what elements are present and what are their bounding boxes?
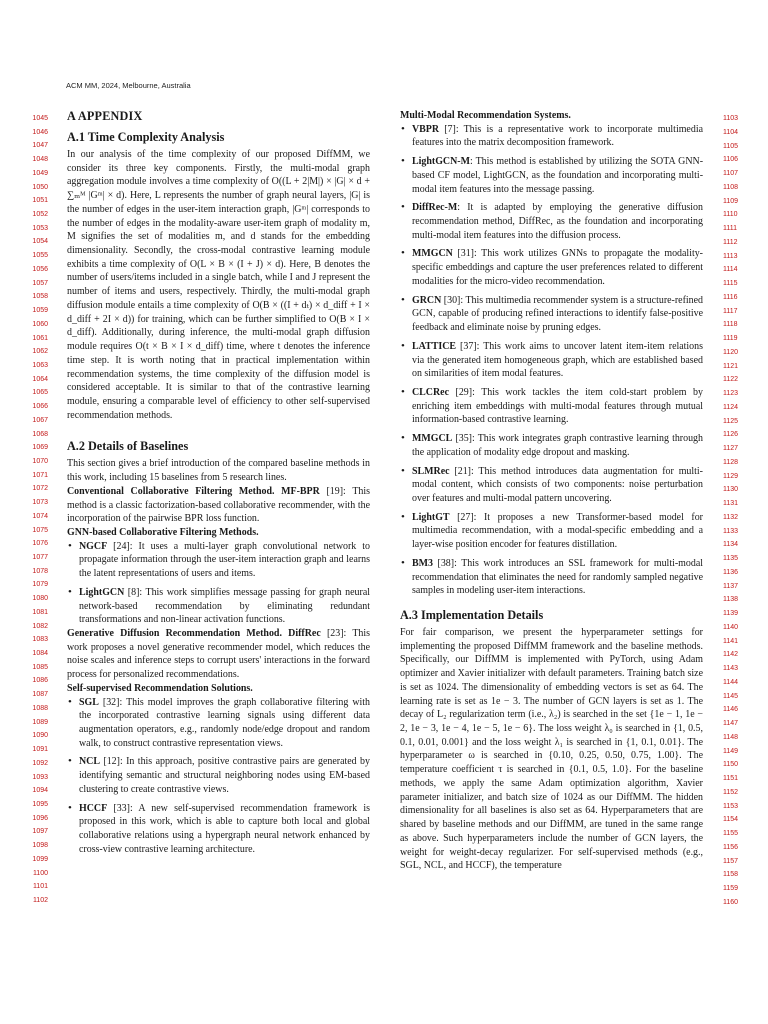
- list-item: [67, 755, 370, 796]
- line-number: 1088: [32, 704, 48, 712]
- line-number: 1072: [32, 485, 48, 493]
- running-head: ACM MM, 2024, Melbourne, Australia: [66, 81, 191, 90]
- baseline-description: [29]: This work tackles the item cold-start problem by enriching item embeddings with multi-modal features through mutual information-based contrastive learning.: [412, 386, 703, 426]
- line-number: 1110: [723, 211, 738, 219]
- baseline-description: [30]: This multimedia recommender system is a structure-refined GCN, capable of producing refined interactions to identify false-positive feedback and eliminate noise by pruning edges.: [412, 294, 703, 334]
- list-item: [67, 802, 370, 857]
- line-number: 1150: [723, 761, 739, 769]
- line-number: 1090: [32, 732, 48, 740]
- line-number: 1079: [32, 581, 48, 589]
- baseline-description: [24]: It uses a multi-layer graph convolutional network to propagate information through the user-item interaction graph and learns the latent representations of users and items.: [79, 540, 370, 580]
- section-a1-paragraph: In our analysis of the time complexity of our proposed DiffMM, we consider its three key components. Firstly, the multi-modal graph aggregation module involves a time complexity of O((L + 2|M|) × |G| × d + ∑ₘᴹ |Gᵐ| × d). Here, L represents the number of graph neural layers, |G| is the number of edges in the user-item interaction graph, |Gᵐ| corresponds to the number of edges in the modality-aware user-item graph of modality m, M signifies the set of modalities m, and d stands for the embedding dimensionality. Secondly, the cross-modal contrastive learning module exhibits a time complexity of O(L × B × (I + J) × d). Here, B denotes the number of users/items included in a single batch, while I and J represent the number of items and users, respectively. Thirdly, the multi-modal graph diffusion module entails a time complexity of O(B × ((I + dₜ) × d_diff + I × d_diff + 2I × d)) for training, which can be further simplified to O(B × I × d_diff). Additionally, during inference, the multi-modal graph diffusion module requires O(t × B × I × d_diff) time, where t denotes the inference time step. It is worth noting that in practical implementation within recommendation systems, the time complexity of the diffusion model is considered acceptable. It is similar to that of the contrastive learning module, ensuring a comparable level of efficiency to other self-supervised recommendation methods.: [67, 149, 370, 421]
- mfbpr-name: MF-BPR: [281, 485, 320, 497]
- line-number: 1056: [32, 265, 48, 273]
- list-item: [400, 155, 703, 196]
- line-number: 1103: [723, 115, 739, 122]
- list-item: [67, 540, 370, 581]
- baseline-description: [21]: This method introduces data augmentation for multi-modal content, which consists of two components: noise perturbation over features and multi-modal pattern uncovering.: [412, 465, 703, 504]
- baseline-name: HCCF: [79, 802, 108, 814]
- line-number: 1145: [723, 692, 739, 700]
- line-number: 1094: [32, 787, 48, 795]
- line-number: 1119: [723, 335, 738, 342]
- gen-heading: Generative Diffusion Recommendation Method.: [67, 628, 282, 639]
- ssl-heading: Self-supervised Recommendation Solutions.: [67, 682, 253, 694]
- line-number: 1114: [723, 266, 738, 274]
- line-number: 1064: [32, 375, 48, 383]
- line-number: 1142: [723, 651, 739, 659]
- line-number: 1063: [32, 361, 48, 369]
- line-number: 1069: [32, 444, 48, 452]
- line-number: 1107: [723, 170, 739, 177]
- line-number: 1132: [723, 513, 739, 521]
- mfbpr-text: [19]: This method is a classic factorization-based collaborative recommender, with the incorporation of the pairwise BPR loss function.: [67, 485, 370, 525]
- line-number: 1158: [723, 871, 739, 879]
- list-item: [400, 294, 703, 335]
- gnn-baseline-list: [67, 540, 370, 627]
- list-item: [400, 386, 703, 427]
- baseline-name: CLCRec: [412, 386, 449, 398]
- line-number: 1046: [32, 128, 48, 136]
- line-number: 1087: [32, 691, 48, 699]
- line-number: 1098: [32, 842, 48, 850]
- left-column: [67, 109, 370, 857]
- baseline-description: : This method is established by utilizing the SOTA GNN-based CF model, LightGCN, as the foundation and incorporating multi-modal item features into the message passing.: [412, 156, 703, 195]
- diffrec-text: [23]: This work proposes a novel generative recommender model, which reduces the noise scales and inference steps to corrupt users' interactions in the forward process for personalized recommendations.: [67, 628, 370, 681]
- line-number: 1106: [723, 156, 739, 164]
- line-number: 1050: [32, 183, 48, 191]
- left-line-numbers: [22, 112, 48, 908]
- line-number: 1097: [32, 828, 48, 836]
- line-number: 1113: [723, 252, 738, 260]
- line-number: 1127: [723, 445, 739, 452]
- line-number: 1122: [723, 376, 739, 384]
- line-number: 1057: [32, 279, 48, 287]
- line-number: 1058: [32, 293, 48, 301]
- line-number: 1135: [723, 555, 739, 562]
- line-number: 1099: [32, 855, 48, 863]
- baseline-description: [7]: This is a representative work to incorporate multimedia features into the matrix decomposition framework.: [412, 123, 703, 149]
- line-number: 1124: [723, 403, 739, 411]
- line-number: 1143: [723, 665, 739, 672]
- baseline-description: [33]: A new self-supervised recommendation framework is proposed in this work, which is able to capture both local and global collaborative relations using a hypergraph neural network enhanced by cross-view contrastive learning architecture.: [79, 802, 370, 855]
- baseline-name: VBPR: [412, 123, 440, 135]
- line-number: 1096: [32, 814, 48, 822]
- list-item: [400, 247, 703, 288]
- baseline-description: [12]: In this approach, positive contrastive pairs are generated by identifying semantic and structural neighboring nodes using EM-based clustering to create contrastive views.: [79, 756, 370, 795]
- section-a2-intro: This section gives a brief introduction of the compared baseline methods in this work, including 15 baselines from 5 research lines.: [67, 458, 370, 484]
- line-number: 1104: [723, 128, 739, 136]
- baseline-name: LightGCN: [79, 586, 125, 598]
- line-number: 1136: [723, 568, 739, 576]
- baseline-description: [38]: This work introduces an SSL framework for multi-modal recommendation that eliminates the need for randomly sampled negative samples in modeling user-item interactions.: [412, 557, 703, 597]
- right-column: [400, 109, 703, 873]
- list-item: [400, 557, 703, 598]
- line-number: 1121: [723, 362, 739, 370]
- line-number: 1077: [32, 554, 48, 561]
- section-a3-heading: A.3 Implementation Details: [400, 608, 544, 622]
- mm-baseline-list: [400, 123, 703, 598]
- cf-paragraph: [67, 485, 370, 526]
- line-number: 1148: [723, 733, 739, 741]
- line-number: 1075: [32, 526, 48, 534]
- line-number: 1078: [32, 567, 48, 575]
- line-number: 1055: [32, 252, 48, 260]
- baseline-name: MMGCL: [412, 433, 453, 445]
- line-number: 1160: [723, 898, 739, 906]
- line-number: 1084: [32, 650, 48, 658]
- line-number: 1134: [723, 541, 739, 549]
- line-number: 1157: [723, 857, 739, 865]
- line-number: 1045: [32, 115, 48, 122]
- line-number: 1137: [723, 582, 739, 590]
- line-number: 1112: [723, 238, 738, 246]
- line-number: 1091: [32, 746, 48, 754]
- baseline-description: [35]: This work integrates graph contrastive learning through the application of modality edge dropout and masking.: [412, 433, 703, 458]
- diffrec-name: DiffRec: [288, 628, 321, 639]
- line-number: 1128: [723, 458, 739, 466]
- baseline-name: LATTICE: [412, 340, 456, 352]
- baseline-description: [32]: This model improves the graph collaborative filtering with the incorporated contrastive learning signals using different data augmentation operators, e.g., randomly node/edge dropout and random walk, to construct contrastive representation views.: [79, 696, 370, 749]
- line-number: 1123: [723, 390, 739, 397]
- line-number: 1116: [723, 293, 738, 301]
- line-number: 1070: [32, 457, 48, 465]
- line-number: 1092: [32, 759, 48, 767]
- cf-heading: Conventional Collaborative Filtering Method.: [67, 485, 275, 497]
- list-item: [400, 201, 703, 242]
- line-number: 1129: [723, 472, 739, 480]
- line-number: 1111: [723, 225, 738, 232]
- line-number: 1153: [723, 802, 739, 810]
- section-a3-paragraph: For fair comparison, we present the hyperparameter settings for implementing the proposed DiffMM framework and the baseline methods. Specifically, our DiffMM is implemented with PyTorch, using Adam optimizer and Xavier initializer with default parameters. Training batch size is set as 1024. The dimensionality of embedding vectors is set as 64. The learning rate is set as 1e − 3. The number of GCN layers is set as 1. The decay of L₂ regularization term (i.e., λ₂) is searched in the set {1e − 1, 1e − 2, 1e − 3, 1e − 4, 1e − 5, 1e − 6}. The loss weight λ₀ is searched in {1, 0.5, 0.1, 0.01, 0.001} and the loss weight λ₁ is searched in {1, 0.1, 0.01}. The hyperparameter ω is searched in {0.10, 0.25, 0.50, 0.75, 1.00}. The temperature coefficient τ is searched in {0.1, 0.5, 1.0}. For the baseline methods, we apply the same Adam optimization algorithm, Xavier parameter initializer, and batch size of 1024 as our DiffMM. The hidden dimensionality for all baselines is also set as 64. Hyperparameters that are shared by baseline methods and our DiffMM, are tuned in the same range as above. Such hyperparameters include the number of GCN layers, the weight for weight-decay regularizer. For self-supervised methods (e.g., SGL, NCL, and HCCF), the temperature: [400, 627, 703, 872]
- baseline-name: LightGT: [412, 511, 450, 523]
- line-number: 1155: [723, 830, 739, 837]
- line-number: 1131: [723, 500, 739, 507]
- gen-paragraph: [67, 627, 370, 682]
- line-number: 1130: [723, 486, 739, 494]
- baseline-name: GRCN: [412, 294, 442, 306]
- list-item: [400, 432, 703, 459]
- line-number: 1054: [32, 238, 48, 246]
- line-number: 1052: [32, 211, 48, 219]
- line-number: 1051: [32, 197, 48, 205]
- line-number: 1060: [32, 320, 48, 328]
- line-number: 1074: [32, 512, 48, 520]
- line-number: 1101: [32, 883, 48, 891]
- list-item: [400, 465, 703, 506]
- line-number: 1140: [723, 623, 739, 631]
- line-number: 1133: [723, 527, 739, 535]
- line-number: 1095: [32, 800, 48, 808]
- baseline-description: [31]: This work utilizes GNNs to propagate the modality-specific embeddings and capture the user preferences related to different modalities for the micro-video recommendation.: [412, 248, 703, 287]
- line-number: 1062: [32, 348, 48, 356]
- line-number: 1083: [32, 636, 48, 644]
- baseline-description: [27]: It proposes a new Transformer-based model for multimedia recommendation, with a modal-specific embedding and a layer-wise position encoder for features distillation.: [412, 511, 703, 551]
- baseline-name: MMGCN: [412, 248, 453, 260]
- line-number: 1149: [723, 747, 739, 755]
- line-number: 1082: [32, 622, 48, 630]
- baseline-name: BM3: [412, 557, 433, 569]
- baseline-description: [37]: This work aims to uncover latent item-item relations via the generated item homogeneous graph, which are established based on similarities of item modal features.: [412, 340, 703, 380]
- line-number: 1068: [32, 430, 48, 438]
- line-number: 1154: [723, 816, 739, 824]
- line-number: 1071: [32, 471, 48, 479]
- line-number: 1126: [723, 431, 739, 439]
- line-number: 1065: [32, 389, 48, 397]
- line-number: 1138: [723, 596, 739, 604]
- right-line-numbers: [723, 112, 753, 910]
- baseline-description: : It is adapted by employing the generative diffusion recommendation method, DiffRec, as the foundation and incorporating multi-modal item features into the diffusion process.: [412, 202, 703, 241]
- list-item: [67, 696, 370, 751]
- line-number: 1049: [32, 169, 48, 177]
- list-item: [400, 123, 703, 150]
- line-number: 1141: [723, 637, 739, 645]
- line-number: 1159: [723, 885, 739, 892]
- appendix-title: A APPENDIX: [67, 109, 143, 123]
- line-number: 1081: [32, 608, 48, 616]
- section-a2-heading: A.2 Details of Baselines: [67, 439, 189, 454]
- line-number: 1061: [32, 334, 48, 342]
- line-number: 1066: [32, 403, 48, 411]
- line-number: 1139: [723, 610, 739, 617]
- baseline-description: [8]: This work simplifies message passing for graph neural network-based recommendation by eliminating redundant transformations and non-linear activation functions.: [79, 586, 370, 626]
- line-number: 1080: [32, 595, 48, 603]
- line-number: 1109: [723, 197, 739, 205]
- section-a1-heading: A.1 Time Complexity Analysis: [67, 130, 225, 144]
- line-number: 1151: [723, 775, 739, 782]
- line-number: 1100: [32, 869, 48, 877]
- line-number: 1048: [32, 156, 48, 164]
- line-number: 1073: [32, 499, 48, 507]
- list-item: [67, 586, 370, 627]
- line-number: 1118: [723, 321, 738, 329]
- line-number: 1144: [723, 678, 739, 686]
- ssl-baseline-list: [67, 696, 370, 857]
- baseline-name: LightGCN-M: [412, 156, 470, 168]
- line-number: 1115: [723, 280, 738, 287]
- line-number: 1156: [723, 843, 739, 851]
- line-number: 1102: [32, 896, 48, 904]
- line-number: 1117: [723, 307, 738, 315]
- mm-heading: Multi-Modal Recommendation Systems.: [400, 110, 571, 121]
- line-number: 1125: [723, 417, 739, 425]
- line-number: 1093: [32, 773, 48, 781]
- line-number: 1085: [32, 663, 48, 671]
- line-number: 1105: [723, 142, 739, 150]
- baseline-name: SGL: [79, 696, 99, 708]
- line-number: 1047: [32, 142, 48, 150]
- baseline-name: DiffRec-M: [412, 202, 458, 214]
- gnn-heading: GNN-based Collaborative Filtering Methods.: [67, 526, 259, 538]
- baseline-name: NGCF: [79, 540, 108, 552]
- line-number: 1146: [723, 706, 739, 714]
- line-number: 1059: [32, 307, 48, 315]
- baseline-name: SLMRec: [412, 465, 450, 477]
- line-number: 1086: [32, 677, 48, 685]
- line-number: 1120: [723, 348, 739, 356]
- list-item: [400, 340, 703, 381]
- line-number: 1089: [32, 718, 48, 726]
- baseline-name: NCL: [79, 756, 100, 768]
- line-number: 1076: [32, 540, 48, 548]
- list-item: [400, 511, 703, 552]
- line-number: 1067: [32, 416, 48, 424]
- line-number: 1053: [32, 224, 48, 232]
- line-number: 1152: [723, 788, 739, 796]
- line-number: 1108: [723, 183, 739, 191]
- line-number: 1147: [723, 720, 739, 727]
